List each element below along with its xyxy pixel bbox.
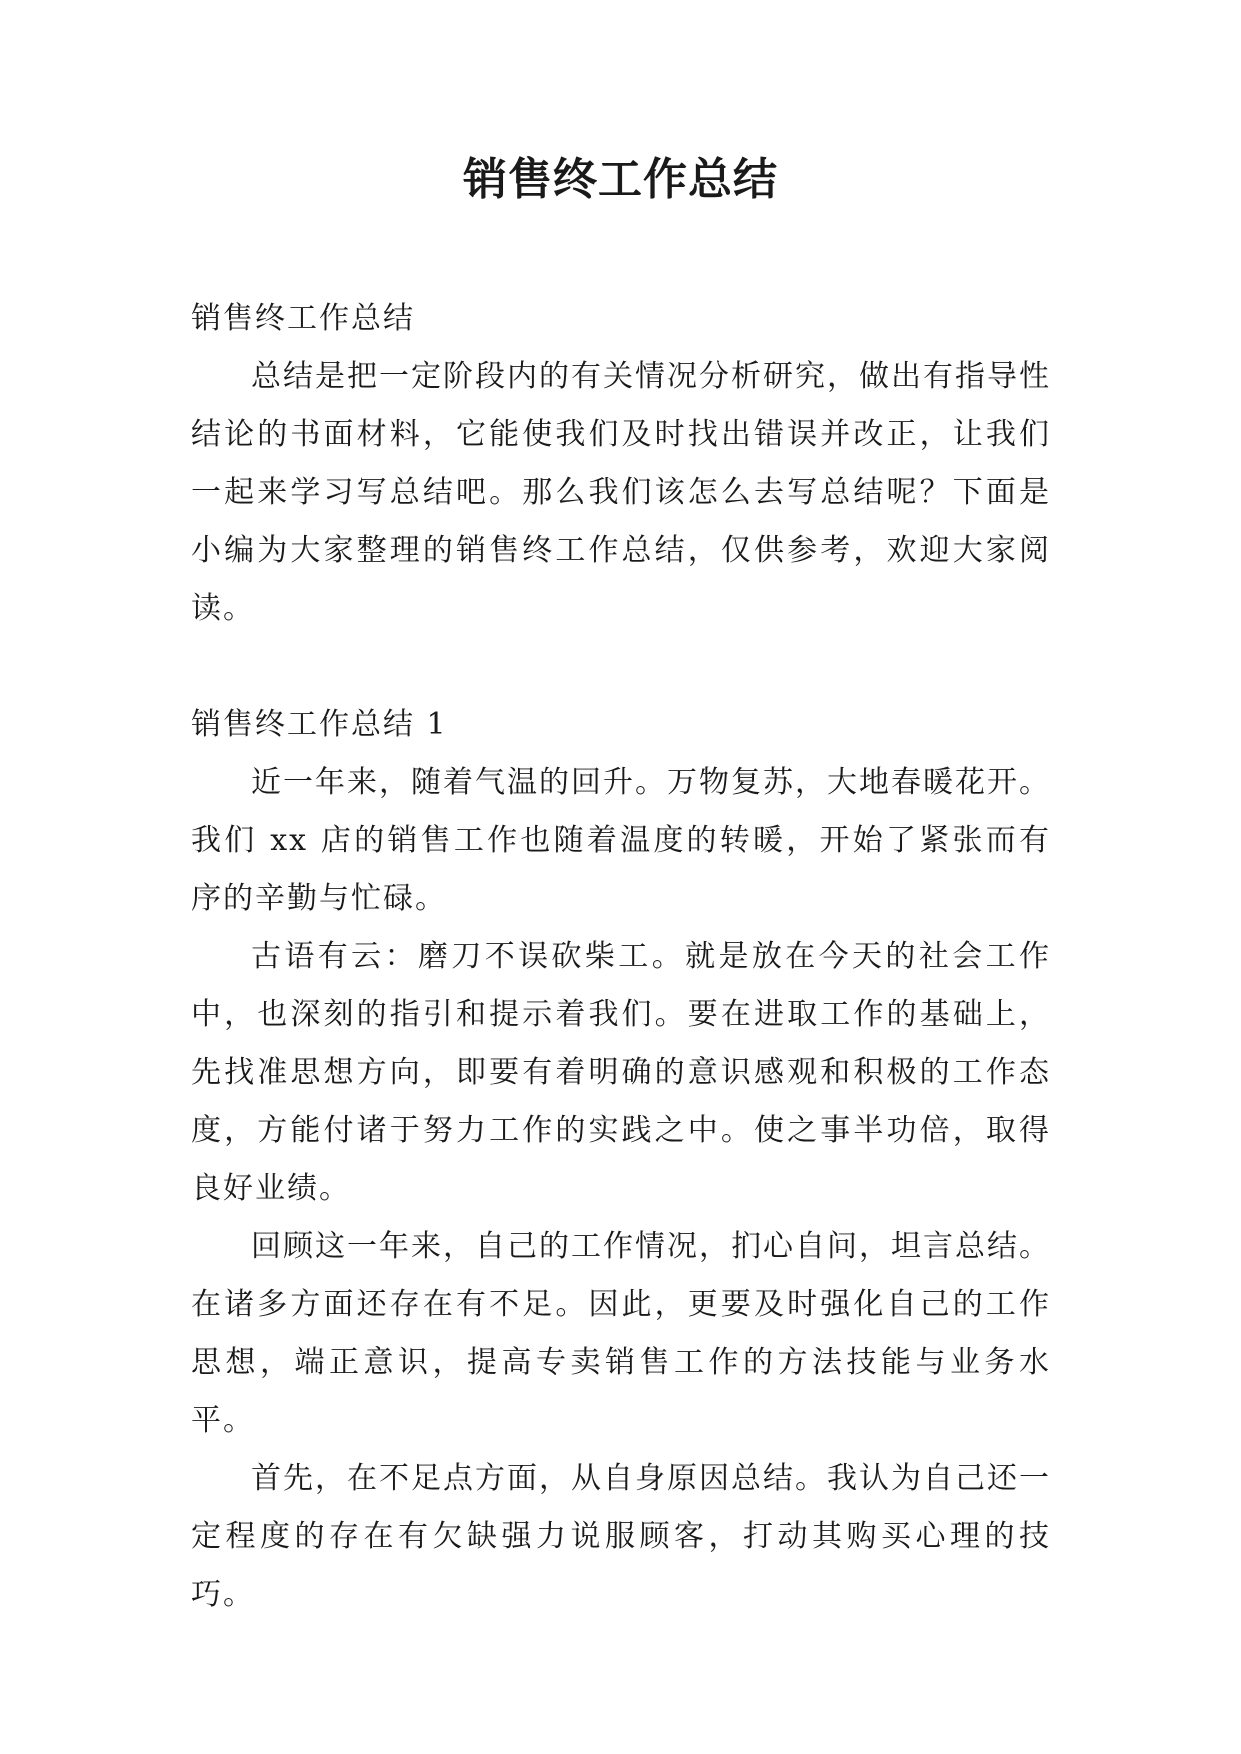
section-heading: 销售终工作总结 1 (191, 707, 448, 742)
paragraph: 首先，在不足点方面，从自身原因总结。我认为自己还一定程度的存在有欠缺强力说服顾客，打动其购买心理的技巧。 (191, 1461, 1051, 1612)
paragraph: 近一年来，随着气温的回升。万物复苏，大地春暖花开。我们 xx 店的销售工作也随着温度的转暖，开始了紧张而有序的辛勤与忙碌。 (191, 765, 1051, 916)
paragraph: 回顾这一年来，自己的工作情况，扪心自问，坦言总结。在诸多方面还存在有不足。因此，更要及时强化自己的工作思想，端正意识，提高专卖销售工作的方法技能与业务水平。 (191, 1229, 1051, 1438)
paragraph: 古语有云：磨刀不误砍柴工。就是放在今天的社会工作中，也深刻的指引和提示着我们。要在进取工作的基础上，先找准思想方向，即要有着明确的意识感观和积极的工作态度，方能付诸于努力工作的实践之中。使之事半功倍，取得良好业绩。 (191, 939, 1051, 1206)
document-title: 销售终工作总结 (463, 154, 778, 205)
intro-paragraph: 总结是把一定阶段内的有关情况分析研究，做出有指导性结论的书面材料，它能使我们及时找出错误并改正，让我们一起来学习写总结吧。那么我们该怎么去写总结呢？下面是小编为大家整理的销售终工作总结，仅供参考，欢迎大家阅读。 (191, 359, 1051, 626)
intro-heading: 销售终工作总结 (191, 301, 415, 336)
document-body (191, 290, 1051, 1624)
section-spacer (191, 638, 1051, 696)
